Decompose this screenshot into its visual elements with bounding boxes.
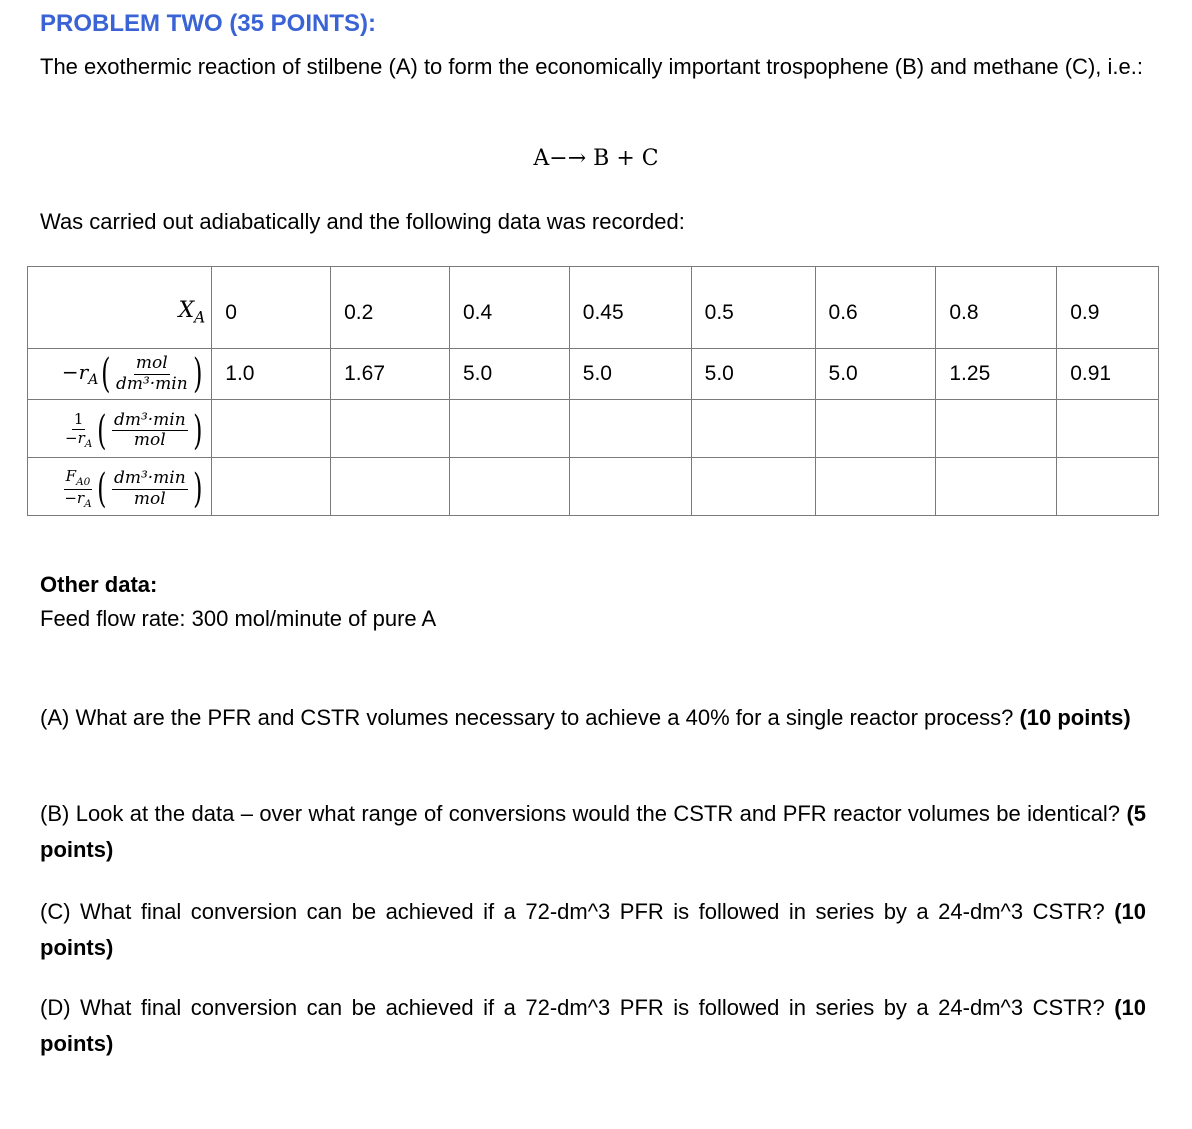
question-d: (D) What final conversion can be achieved if a 72-dm^3 PFR is followed in series by a 24-dm^3 CSTR? (10 points) <box>40 995 1146 1056</box>
empty-cell <box>936 400 1057 458</box>
empty-cell <box>212 400 331 458</box>
rate-cell: 5.0 <box>569 349 691 400</box>
intro-paragraph: The exothermic reaction of stilbene (A) to form the economically important trospophene (B) and methane (C), i.e.: <box>40 54 1143 79</box>
feed-flow-rate: Feed flow rate: 300 mol/minute of pure A <box>40 606 437 631</box>
eq-plus: + <box>616 146 635 171</box>
rate-cell: 1.25 <box>936 349 1057 400</box>
rate-label: $-r_A$ ( $\frac{\text{mol}}{\text{dm³·min}}$ ) <box>28 349 212 400</box>
rate-cell: 1.0 <box>212 349 331 400</box>
data-intro: Was carried out adiabatically and the following data was recorded: <box>40 209 685 234</box>
empty-cell <box>212 458 331 516</box>
rate-cell: 5.0 <box>691 349 815 400</box>
empty-cell <box>331 400 450 458</box>
conversion-cell: 0.8 <box>936 267 1057 349</box>
conversion-cell: 0 <box>212 267 331 349</box>
empty-cell <box>815 458 936 516</box>
flow-over-rate-row <box>28 458 1159 516</box>
empty-cell <box>569 458 691 516</box>
empty-cell <box>1057 458 1159 516</box>
empty-cell <box>331 458 450 516</box>
rate-cell: 0.91 <box>1057 349 1159 400</box>
conversion-cell: 0.9 <box>1057 267 1159 349</box>
conversion-cell: 0.6 <box>815 267 936 349</box>
empty-cell <box>1057 400 1159 458</box>
empty-cell <box>569 400 691 458</box>
eq-reactant: A <box>533 146 550 171</box>
eq-product-c: C <box>641 146 659 171</box>
empty-cell <box>691 458 815 516</box>
empty-cell <box>449 400 569 458</box>
conversion-cell: 0.45 <box>569 267 691 349</box>
empty-cell <box>449 458 569 516</box>
eq-arrow: −→ <box>549 146 587 171</box>
empty-cell <box>815 400 936 458</box>
conversion-label: $X_A$ <box>28 267 212 349</box>
question-b: (B) Look at the data – over what range of conversions would the CSTR and PFR reactor volumes be identical? (5 points) <box>40 801 1146 862</box>
reaction-equation <box>0 146 1192 171</box>
conversion-cell: 0.4 <box>449 267 569 349</box>
question-a: (A) What are the PFR and CSTR volumes necessary to achieve a 40% for a single reactor process? (10 points) <box>40 705 1131 730</box>
question-c: (C) What final conversion can be achieved if a 72-dm^3 PFR is followed in series by a 24-dm^3 CSTR? (10 points) <box>40 899 1146 960</box>
data-table <box>27 266 1159 516</box>
inverse-rate-row <box>28 400 1159 458</box>
rate-cell: 5.0 <box>815 349 936 400</box>
empty-cell <box>936 458 1057 516</box>
inverse-rate-label: $\frac{1}{-r_A}$ ( $\frac{\text{dm³·min}}{\text{mol}}$ ) <box>28 400 212 458</box>
flow-over-rate-label: $\frac{F_{A0}}{-r_A}$ ( $\frac{\text{dm³·min}}{\text{mol}}$ ) <box>28 458 212 516</box>
rate-cell: 5.0 <box>449 349 569 400</box>
other-data-title: Other data: <box>40 572 158 597</box>
rate-cell: 1.67 <box>331 349 450 400</box>
conversion-row <box>28 267 1159 349</box>
problem-heading: PROBLEM TWO (35 POINTS): <box>40 10 376 37</box>
conversion-cell: 0.5 <box>691 267 815 349</box>
eq-product-b: B <box>593 146 610 171</box>
rate-row <box>28 349 1159 400</box>
empty-cell <box>691 400 815 458</box>
conversion-cell: 0.2 <box>331 267 450 349</box>
